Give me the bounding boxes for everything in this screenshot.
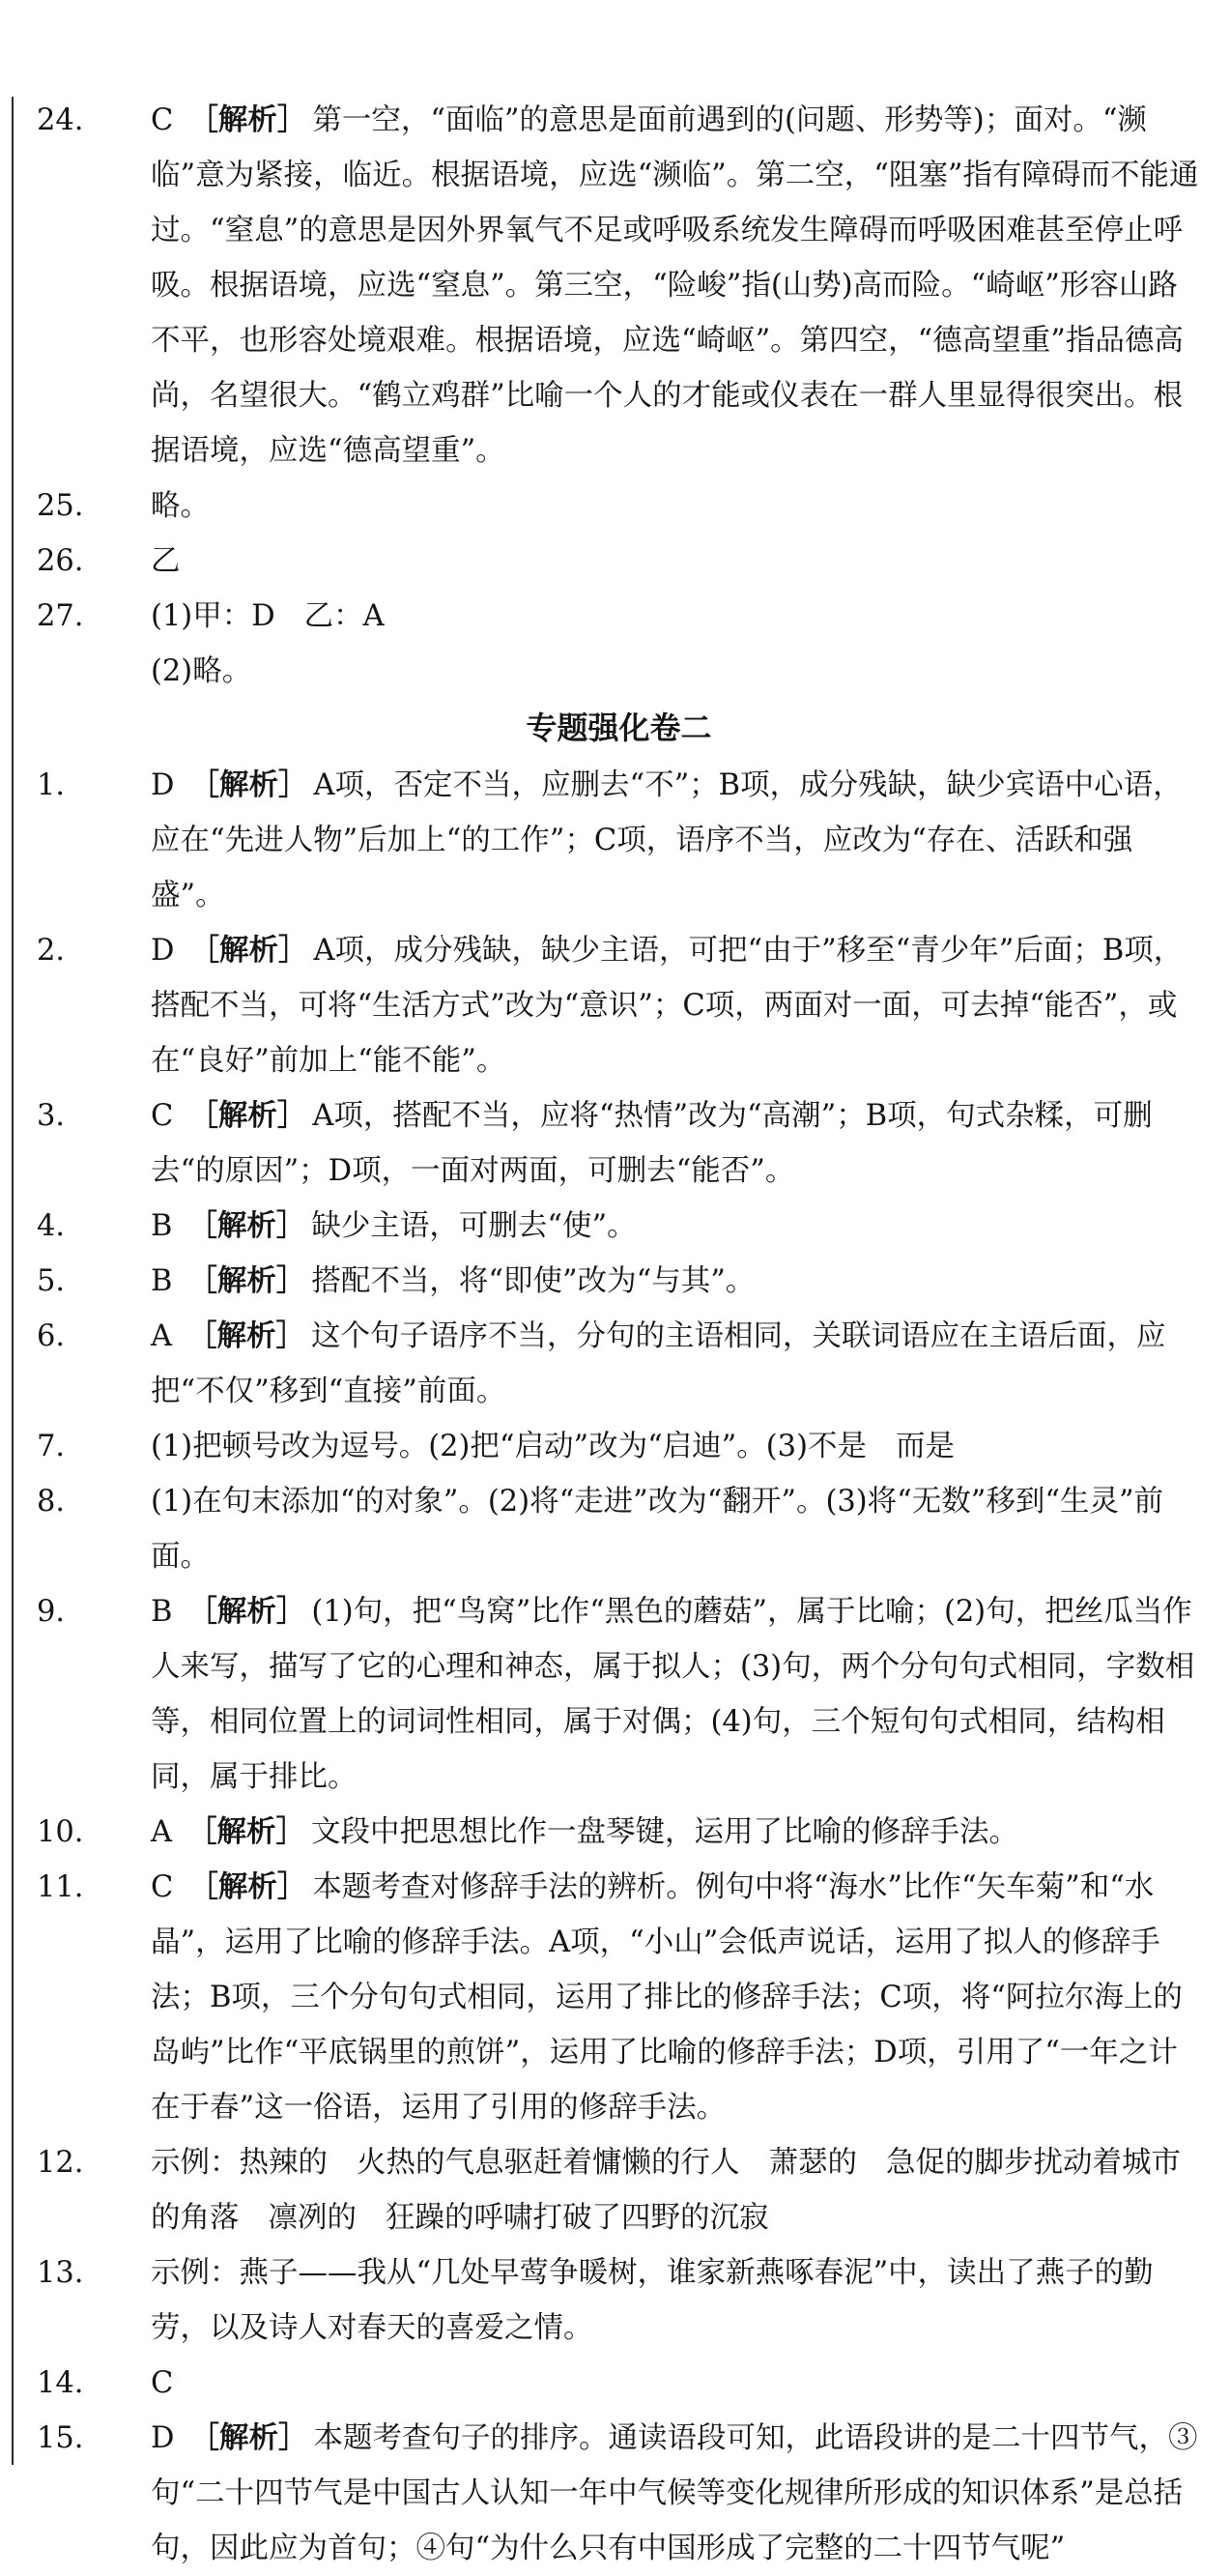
item-text: 第一空，“面临”的意思是面前遇到的(问题、形势等)；面对。“濒临”意为紧接，临近。根据语境，应选“濒临”。第二空，“阻塞”指有障碍而不能通过。“窒息”的意思是因外界氧气不足或呼吸系统发生障碍而呼吸困难甚至停止呼吸。根据语境，应选“窒息”。第三空，“险峻”指(山势)高而险。“崎岖”形容山路不平，也形容处境艰难。根据语境，应选“崎岖”。第四空，“德高望重”指品德高尚，名望很大。“鹤立鸡群”比喻一个人的才能或仪表在一群人里显得很突出。根据语境，应选“德高望重”。 bbox=[151, 103, 1199, 468]
analysis-tag: ［解析］ bbox=[188, 103, 307, 137]
answer-letter: C bbox=[151, 1099, 174, 1133]
item-text: 缺少主语，可删去“使”。 bbox=[311, 1209, 637, 1243]
item-number: 12. bbox=[37, 2146, 84, 2180]
answer-item bbox=[37, 1860, 1201, 2135]
answer-item bbox=[37, 2245, 1201, 2356]
q12-p6: 狂躁的呼啸打破了四野的沉寂 bbox=[386, 2201, 769, 2235]
item-text: 文段中把思想比作一盘琴键，运用了比喻的修辞手法。 bbox=[311, 1815, 1019, 1849]
item-text: (1)在句末添加“的对象”。(2)将“走进”改为“翻开”。(3)将“无数”移到“生灵”前面。 bbox=[151, 1485, 1164, 1574]
answer-letter: C bbox=[151, 1870, 174, 1904]
answer-item bbox=[37, 1474, 1201, 1584]
answer-item bbox=[37, 923, 1201, 1088]
answer-item-12 bbox=[37, 2135, 1201, 2245]
answer-item bbox=[37, 534, 1201, 589]
item-number: 3. bbox=[37, 1099, 66, 1133]
answer-item bbox=[37, 1199, 1201, 1254]
item-text: A项，否定不当，应删去“不”；B项，成分残缺，缺少宾语中心语，应在“先进人物”后加上“的工作”；C项，语序不当，应改为“存在、活跃和强盛”。 bbox=[151, 768, 1183, 912]
q12-p1: 示例：热辣的 bbox=[151, 2146, 328, 2180]
answer-letter: A bbox=[151, 1815, 173, 1849]
item-text: A项，搭配不当，应将“热情”改为“高潮”；B项，句式杂糅，可删去“的原因”；D项，一面对两面，可删去“能否”。 bbox=[151, 1099, 1153, 1188]
section-answers-part3 bbox=[37, 2245, 1201, 2576]
answer-item bbox=[37, 93, 1201, 478]
item-number: 11. bbox=[37, 1870, 84, 1904]
item-text-2: 而是 bbox=[895, 1430, 955, 1463]
item-number: 27. bbox=[37, 599, 84, 633]
item-number: 5. bbox=[37, 1264, 66, 1298]
item-text: 示例：燕子——我从“几处早莺争暖树，谁家新燕啄春泥”中，读出了燕子的勤劳，以及诗人对春天的喜爱之情。 bbox=[151, 2256, 1154, 2345]
item-text: 搭配不当，将“即使”改为“与其”。 bbox=[311, 1264, 756, 1298]
answer-item bbox=[37, 1254, 1201, 1309]
analysis-tag: ［解析］ bbox=[189, 2421, 308, 2455]
left-margin-rule bbox=[12, 97, 14, 2465]
section-answers-part1 bbox=[37, 758, 1201, 1419]
item-number: 10. bbox=[37, 1815, 84, 1849]
analysis-tag: ［解析］ bbox=[189, 768, 308, 802]
q12-p4: 急促的脚步扰动着城市的角落 bbox=[151, 2146, 1181, 2235]
analysis-tag: ［解析］ bbox=[188, 1870, 307, 1904]
item-text: 略。 bbox=[151, 489, 210, 523]
q27-part2: (2)略。 bbox=[151, 654, 252, 688]
item-text: 本题考查句子的排序。通读语段可知，此语段讲的是二十四节气，③句“二十四节气是中国古人认知一年中气候等变化规律所形成的知识体系”是总括句，因此应为首句；④句“为什么只有中国形成了完整的二十四节气呢” bbox=[151, 2421, 1198, 2565]
answer-item bbox=[37, 1309, 1201, 1419]
q27-part1-b: 乙：A bbox=[303, 599, 385, 633]
answer-item bbox=[37, 1584, 1201, 1805]
item-text: 乙 bbox=[151, 544, 181, 578]
answer-item bbox=[37, 2411, 1201, 2576]
analysis-tag: ［解析］ bbox=[187, 1209, 306, 1243]
item-number: 13. bbox=[37, 2256, 84, 2290]
answer-item-7 bbox=[37, 1419, 1201, 1474]
item-text: 这个句子语序不当，分句的主语相同，关联词语应在主语后面，应把“不仅”移到“直接”前面。 bbox=[151, 1319, 1166, 1408]
analysis-tag: ［解析］ bbox=[188, 1099, 307, 1133]
item-number: 8. bbox=[37, 1485, 66, 1519]
section-previous-answers bbox=[37, 93, 1201, 589]
answer-item bbox=[37, 2356, 1201, 2411]
item-text: (1)把顿号改为逗号。(2)把“启动”改为“启迪”。(3)不是 bbox=[151, 1430, 867, 1463]
item-number: 9. bbox=[37, 1595, 66, 1629]
q12-p5: 凛冽的 bbox=[268, 2201, 357, 2235]
item-number: 1. bbox=[37, 768, 66, 802]
analysis-tag: ［解析］ bbox=[187, 1595, 306, 1629]
item-number: 15. bbox=[37, 2421, 84, 2455]
item-number: 26. bbox=[37, 544, 84, 578]
answer-item bbox=[37, 1805, 1201, 1860]
item-number: 24. bbox=[37, 103, 84, 137]
analysis-tag: ［解析］ bbox=[189, 934, 308, 968]
analysis-tag: ［解析］ bbox=[187, 1319, 306, 1353]
section-answers-part2 bbox=[37, 1474, 1201, 2135]
answer-letter: A bbox=[151, 1319, 173, 1353]
q12-p2: 火热的气息驱赶着慵懒的行人 bbox=[357, 2146, 740, 2180]
document-page bbox=[37, 93, 1201, 2576]
item-number: 2. bbox=[37, 934, 66, 968]
item-text: 本题考查对修辞手法的辨析。例句中将“海水”比作“矢车菊”和“水晶”，运用了比喻的修辞手法。A项，“小山”会低声说话，运用了拟人的修辞手法；B项，三个分句句式相同，运用了排比的修辞手法；C项，将“阿拉尔海上的岛屿”比作“平底锅里的煎饼”，运用了比喻的修辞手法；D项，引用了“一年之计在于春”这一俗语，运用了引用的修辞手法。 bbox=[151, 1870, 1183, 2125]
item-number: 7. bbox=[37, 1430, 66, 1463]
analysis-tag: ［解析］ bbox=[187, 1815, 306, 1849]
item-number: 6. bbox=[37, 1319, 66, 1353]
answer-letter: C bbox=[151, 103, 174, 137]
q27-part1-a: (1)甲：D bbox=[151, 599, 275, 633]
answer-letter: B bbox=[151, 1209, 173, 1243]
answer-letter: B bbox=[151, 1595, 173, 1629]
item-text: (1)句，把“鸟窝”比作“黑色的蘑菇”，属于比喻；(2)句，把丝瓜当作人来写，描写了它的心理和神态，属于拟人；(3)句，两个分句句式相同，字数相等，相同位置上的词词性相同，属于对偶；(4)句，三个短句句式相同，结构相同，属于排比。 bbox=[151, 1595, 1195, 1794]
section-heading: 专题强化卷二 bbox=[526, 709, 712, 746]
analysis-tag: ［解析］ bbox=[187, 1264, 306, 1298]
answer-item bbox=[37, 1088, 1201, 1199]
answer-letter: D bbox=[151, 934, 175, 968]
item-number: 14. bbox=[37, 2366, 84, 2400]
item-number: 4. bbox=[37, 1209, 66, 1243]
answer-letter: D bbox=[151, 2421, 175, 2455]
q12-p3: 萧瑟的 bbox=[768, 2146, 857, 2180]
item-text: C bbox=[151, 2366, 174, 2400]
answer-item-27 bbox=[37, 589, 1201, 644]
answer-letter: B bbox=[151, 1264, 173, 1298]
item-text: A项，成分残缺，缺少主语，可把“由于”移至“青少年”后面；B项，搭配不当，可将“生活方式”改为“意识”；C项，两面对一面，可去掉“能否”，或在“良好”前加上“能不能”。 bbox=[151, 934, 1184, 1078]
answer-item bbox=[37, 758, 1201, 923]
answer-item bbox=[37, 478, 1201, 534]
item-number: 25. bbox=[37, 489, 84, 523]
answer-letter: D bbox=[151, 768, 175, 802]
